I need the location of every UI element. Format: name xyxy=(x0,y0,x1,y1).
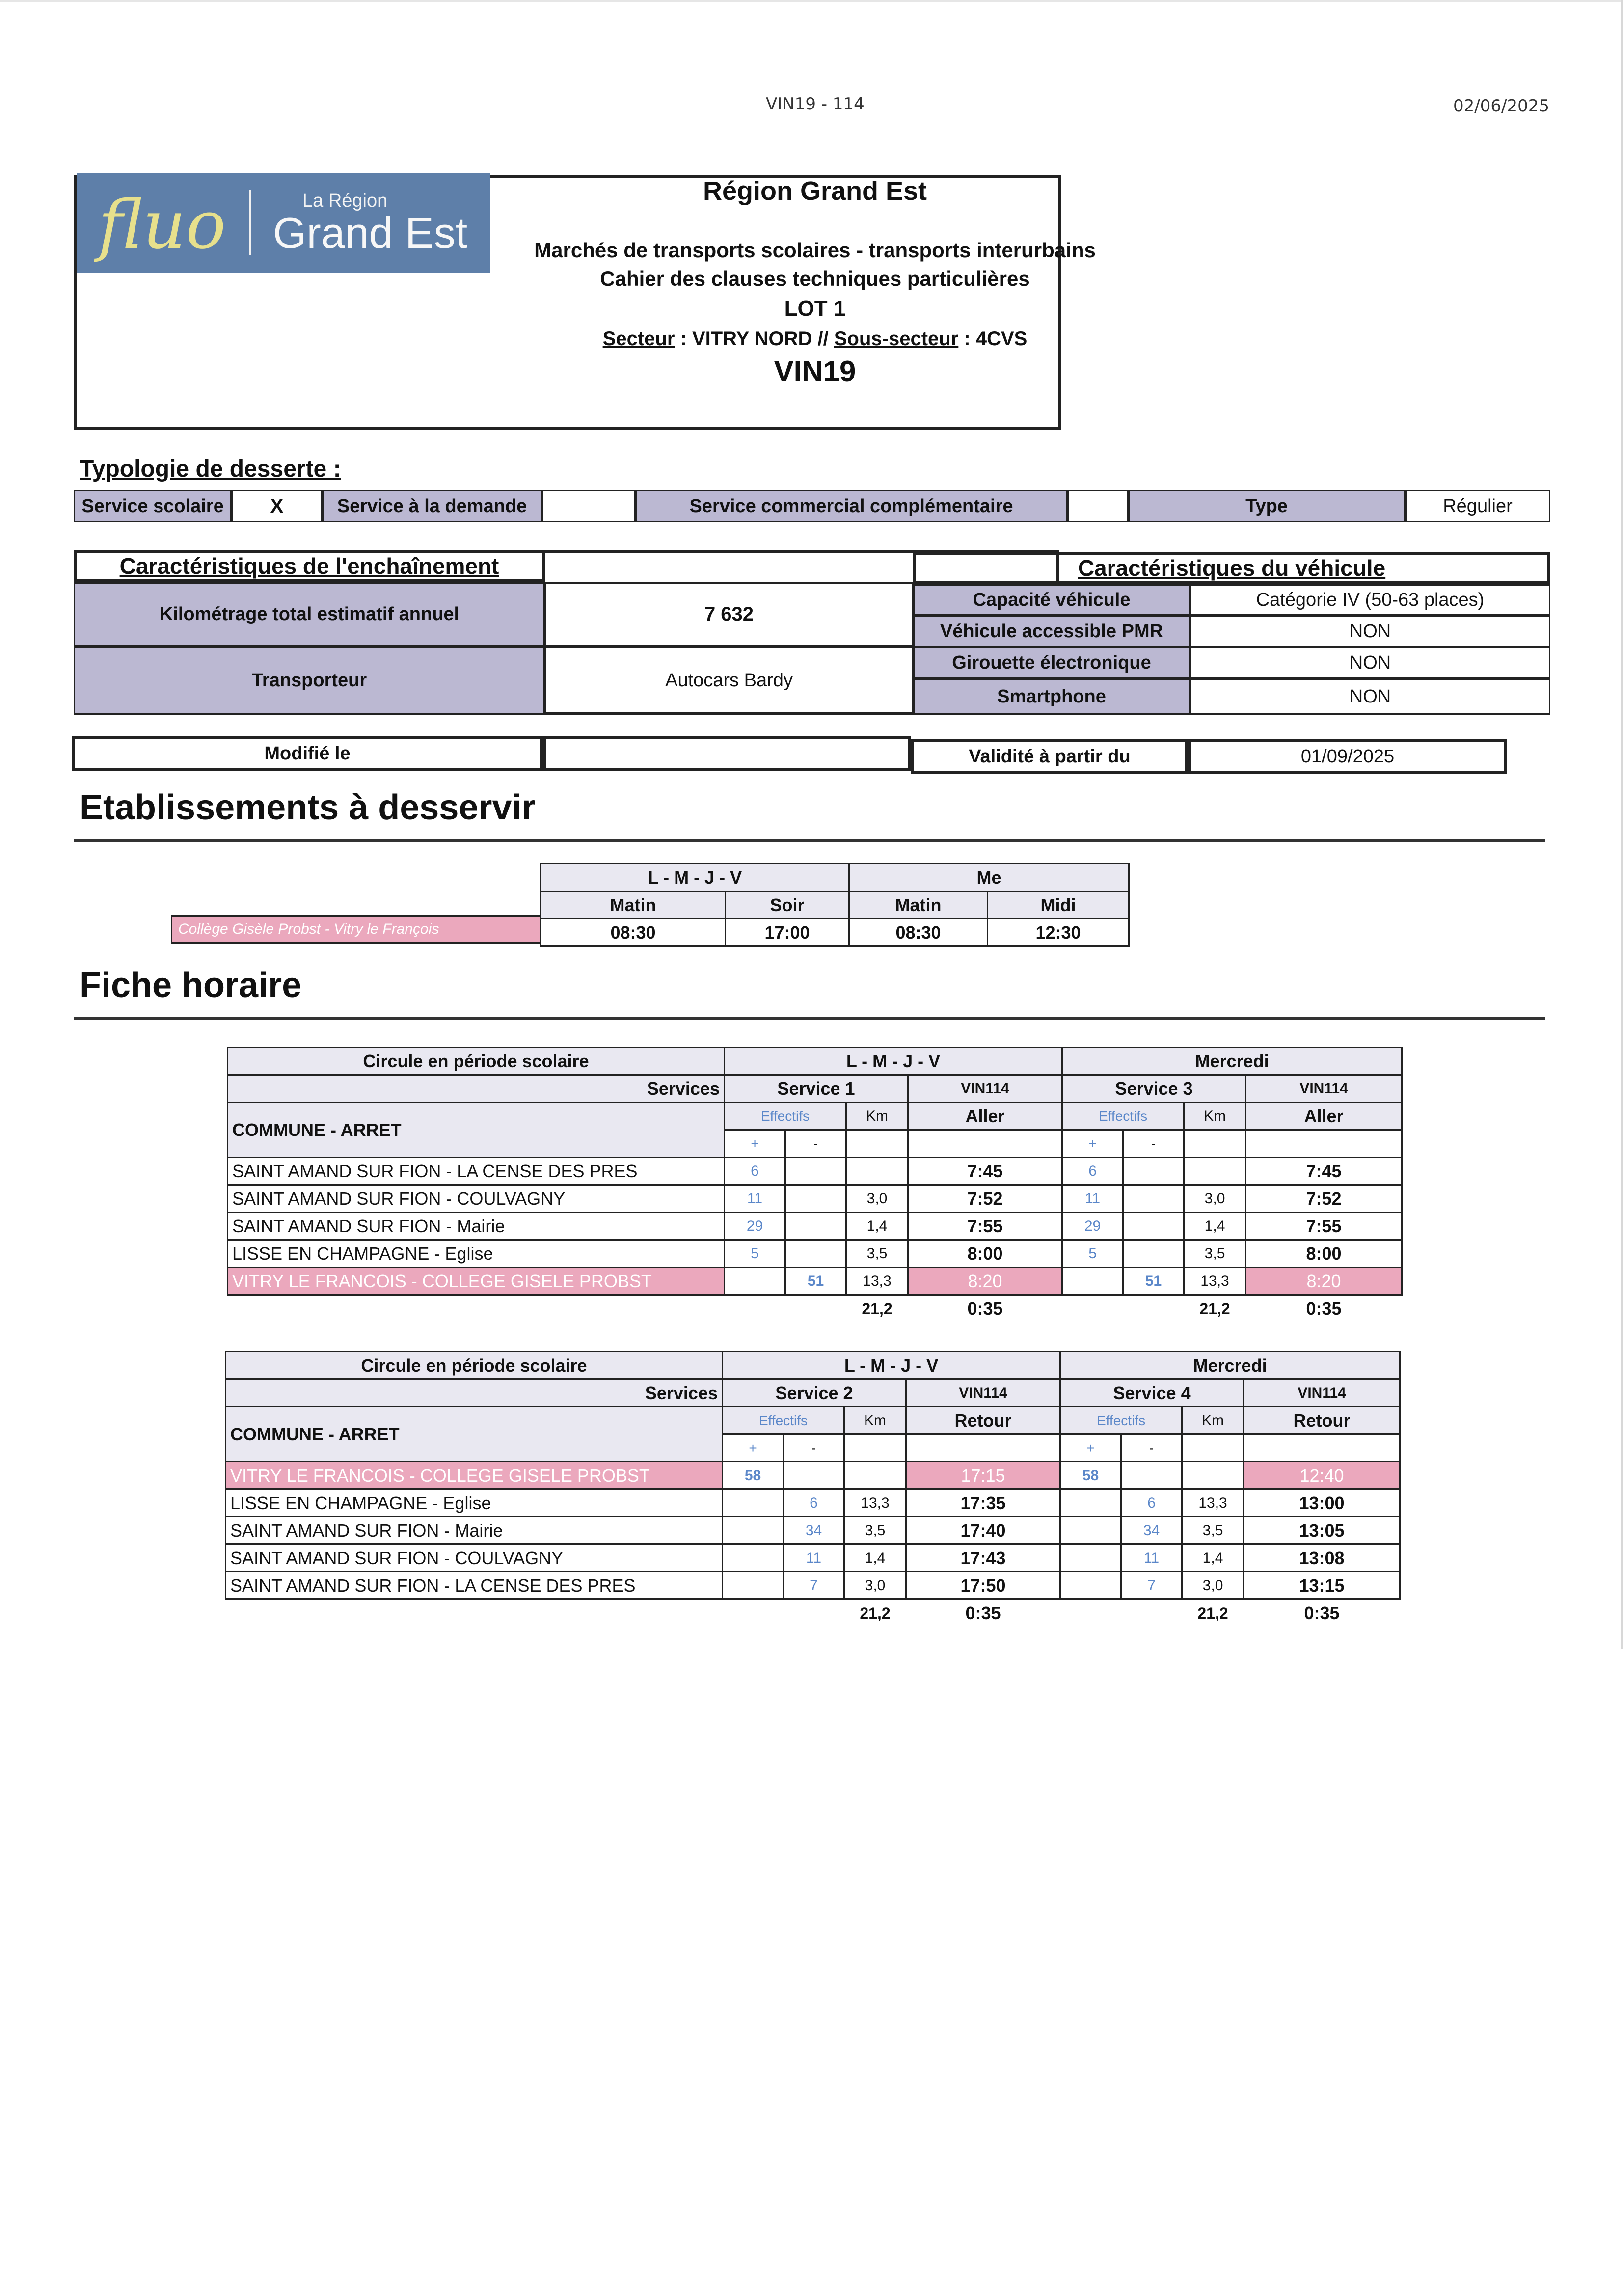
t1-km-b: Km xyxy=(1184,1103,1246,1130)
fiche-heading: Fiche horaire xyxy=(80,966,302,1005)
type-value: Régulier xyxy=(1405,490,1550,522)
table-total-row: 21,2 0:35 21,2 0:35 xyxy=(862,1298,1342,1319)
t1-group-mercredi: Mercredi xyxy=(1062,1048,1402,1075)
scan-top-edge xyxy=(0,0,1623,2)
service-commercial-label: Service commercial complémentaire xyxy=(635,490,1067,522)
timetable-retour xyxy=(225,1351,1401,1627)
etab-time-midi: 12:30 xyxy=(988,919,1129,946)
table-row: LISSE EN CHAMPAGNE - Eglise 6 13,3 17:35 6 13,3 13:00 xyxy=(226,1489,1400,1517)
service-scolaire-label: Service scolaire xyxy=(74,490,232,522)
table-row: SAINT AMAND SUR FION - Mairie 29 1,4 7:55 29 1,4 7:55 xyxy=(228,1213,1402,1240)
t2-service-a: Service 2 xyxy=(723,1379,906,1407)
table-row: SAINT AMAND SUR FION - LA CENSE DES PRES 6 7:45 6 7:45 xyxy=(228,1158,1402,1185)
t2-km-a: Km xyxy=(844,1407,906,1434)
service-demande-label: Service à la demande xyxy=(322,490,542,522)
t2-plus-a: + xyxy=(723,1434,784,1462)
t2-service-b: Service 4 xyxy=(1060,1379,1244,1407)
pmr-label: Véhicule accessible PMR xyxy=(913,616,1190,647)
validite-value: 01/09/2025 xyxy=(1188,739,1507,774)
pmr-value: NON xyxy=(1190,616,1550,647)
timetable-aller xyxy=(227,1047,1403,1323)
t2-km-b: Km xyxy=(1182,1407,1244,1434)
etab-time-soir: 17:00 xyxy=(726,919,849,946)
t2-minus-b: - xyxy=(1121,1434,1182,1462)
girouette-value: NON xyxy=(1190,647,1550,678)
transporteur-label: Transporteur xyxy=(74,646,545,715)
modifie-label: Modifié le xyxy=(72,736,543,771)
km-value: 7 632 xyxy=(545,582,913,646)
t1-service-b: Service 3 xyxy=(1062,1075,1246,1103)
sous-secteur-label: Sous-secteur xyxy=(834,328,959,350)
smartphone-label: Smartphone xyxy=(913,678,1190,715)
t1-circule: Circule en période scolaire xyxy=(228,1048,725,1075)
t2-code-b: VIN114 xyxy=(1244,1379,1400,1407)
table-total-row: 21,2 0:35 21,2 0:35 xyxy=(860,1603,1340,1623)
lot-title: LOT 1 xyxy=(784,297,846,321)
document-reference: VIN19 - 114 xyxy=(766,94,865,114)
t1-dir-b: Aller xyxy=(1246,1103,1402,1130)
t1-commune-header: COMMUNE - ARRET xyxy=(228,1103,725,1158)
secteur-line xyxy=(491,328,1139,350)
etab-time-matin: 08:30 xyxy=(541,919,726,946)
etab-col-soir: Soir xyxy=(726,891,849,919)
sous-secteur-value: : 4CVS xyxy=(958,328,1028,350)
validite-label: Validité à partir du xyxy=(911,739,1188,774)
smartphone-value: NON xyxy=(1190,678,1550,715)
typologie-heading: Typologie de desserte : xyxy=(80,456,341,482)
scan-right-edge xyxy=(1621,0,1623,1649)
t1-effectifs-b: Effectifs xyxy=(1062,1103,1184,1130)
enchainement-heading: Caractéristiques de l'enchaînement xyxy=(74,550,545,582)
t2-minus-a: - xyxy=(784,1434,844,1462)
region-logo xyxy=(77,173,490,273)
girouette-label: Girouette électronique xyxy=(913,647,1190,678)
table-row-school: VITRY LE FRANCOIS - COLLEGE GISELE PROBST 58 17:15 58 12:40 xyxy=(226,1462,1400,1489)
secteur-label: Secteur xyxy=(602,328,675,350)
table-row-school: VITRY LE FRANCOIS - COLLEGE GISELE PROBST 51 13,3 8:20 51 13,3 8:20 xyxy=(228,1268,1402,1295)
etab-group-lmjv: L - M - J - V xyxy=(541,864,849,891)
ccp-title: Cahier des clauses techniques particulières xyxy=(600,267,1030,290)
t1-effectifs-a: Effectifs xyxy=(725,1103,846,1130)
t2-plus-b: + xyxy=(1060,1434,1121,1462)
fiche-rule xyxy=(74,1017,1545,1020)
t2-effectifs-a: Effectifs xyxy=(723,1407,844,1434)
vehicule-heading: Caractéristiques du véhicule xyxy=(913,552,1550,584)
t1-services-label: Services xyxy=(228,1075,725,1103)
logo-small-text: La Région xyxy=(302,190,388,211)
t2-group-lmjv: L - M - J - V xyxy=(723,1352,1060,1379)
etab-col-matin: Matin xyxy=(541,891,726,919)
t1-group-lmjv: L - M - J - V xyxy=(725,1048,1062,1075)
km-label: Kilométrage total estimatif annuel xyxy=(74,582,545,646)
t1-code-a: VIN114 xyxy=(908,1075,1062,1103)
etablissements-heading: Etablissements à desservir xyxy=(80,788,536,827)
t1-plus-b: + xyxy=(1062,1130,1123,1158)
table-row: SAINT AMAND SUR FION - Mairie 34 3,5 17:40 34 3,5 13:05 xyxy=(226,1517,1400,1544)
service-demande-value xyxy=(542,490,635,522)
capacite-value: Catégorie IV (50-63 places) xyxy=(1190,584,1550,616)
t2-code-a: VIN114 xyxy=(906,1379,1060,1407)
logo-divider xyxy=(249,190,251,255)
t2-effectifs-b: Effectifs xyxy=(1060,1407,1182,1434)
transporteur-value: Autocars Bardy xyxy=(545,646,913,715)
t2-commune-header: COMMUNE - ARRET xyxy=(226,1407,723,1462)
region-title: Région Grand Est xyxy=(703,176,927,206)
table-row: LISSE EN CHAMPAGNE - Eglise 5 3,5 8:00 5 3,5 8:00 xyxy=(228,1240,1402,1268)
logo-brand: fluo xyxy=(98,187,226,264)
etablissements-table xyxy=(540,863,1130,947)
logo-name: Grand Est xyxy=(273,209,468,257)
t2-circule: Circule en période scolaire xyxy=(226,1352,723,1379)
table-row: SAINT AMAND SUR FION - COULVAGNY 11 3,0 7:52 11 3,0 7:52 xyxy=(228,1185,1402,1213)
t2-dir-a: Retour xyxy=(906,1407,1060,1434)
t1-km-a: Km xyxy=(846,1103,908,1130)
t1-code-b: VIN114 xyxy=(1246,1075,1402,1103)
etab-time-me-matin: 08:30 xyxy=(849,919,988,946)
service-commercial-value xyxy=(1067,490,1128,522)
etablissements-rule xyxy=(74,839,1545,842)
etab-college-name: Collège Gisèle Probst - Vitry le François xyxy=(171,915,541,944)
t2-group-mercredi: Mercredi xyxy=(1060,1352,1400,1379)
t1-dir-a: Aller xyxy=(908,1103,1062,1130)
t1-minus-b: - xyxy=(1123,1130,1184,1158)
line-code: VIN19 xyxy=(774,355,856,388)
t1-minus-a: - xyxy=(785,1130,846,1158)
t2-services-label: Services xyxy=(226,1379,723,1407)
market-title: Marchés de transports scolaires - transports interurbains xyxy=(534,239,1096,262)
etab-col-me-matin: Matin xyxy=(849,891,988,919)
modifie-value xyxy=(543,736,911,771)
service-scolaire-value: X xyxy=(232,490,322,522)
secteur-value: : VITRY NORD // xyxy=(675,328,834,350)
t1-plus-a: + xyxy=(725,1130,785,1158)
t1-service-a: Service 1 xyxy=(725,1075,908,1103)
etab-col-midi: Midi xyxy=(988,891,1129,919)
capacite-label: Capacité véhicule xyxy=(913,584,1190,616)
table-row: SAINT AMAND SUR FION - LA CENSE DES PRES 7 3,0 17:50 7 3,0 13:15 xyxy=(226,1572,1400,1599)
table-row: SAINT AMAND SUR FION - COULVAGNY 11 1,4 17:43 11 1,4 13:08 xyxy=(226,1544,1400,1572)
document-date: 02/06/2025 xyxy=(1453,96,1549,116)
type-label: Type xyxy=(1128,490,1405,522)
t2-dir-b: Retour xyxy=(1244,1407,1400,1434)
etab-group-me: Me xyxy=(849,864,1129,891)
